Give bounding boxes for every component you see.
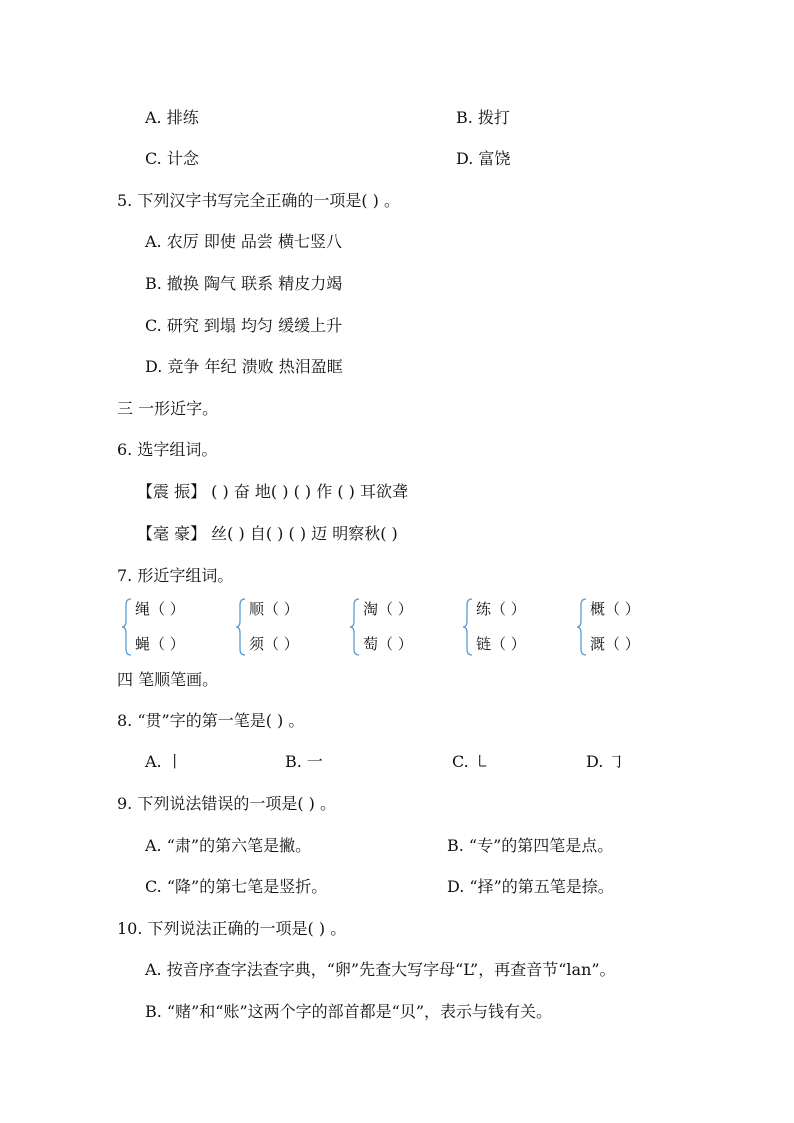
q8-stem: 8. “贯”字的第一笔是( ) 。 [117,711,305,730]
q9-option-b: B. “专”的第四笔是点。 [447,836,614,855]
section-3-heading: 三 一形近字。 [117,399,219,418]
q7-stem: 7. 形近字组词。 [117,566,234,585]
q4-option-b: B. 拨打 [456,108,510,127]
q8-option-a: A. 丨 [145,752,183,771]
q6-stem: 6. 选字组词。 [117,440,218,459]
q10-option-a: A. 按音序查字法查字典，“卵”先查大写字母“L”，再查音节“lan”。 [145,960,616,979]
q7-char-bottom: 链（ ） [476,635,526,653]
q10-stem: 10. 下列说法正确的一项是( ) 。 [117,919,347,938]
q8-option-c: C. ㇄ [452,752,490,771]
brace-icon [349,597,361,657]
q7-char-top: 练（ ） [476,600,526,618]
q5-option-b: B. 撤换 陶气 联系 精皮力竭 [145,274,343,293]
brace-icon [462,597,474,657]
section-4-heading: 四 笔顺笔画。 [117,670,219,689]
q9-option-d: D. “择”的第五笔是捺。 [447,877,614,896]
q8-option-d: D. ㇆ [586,752,625,771]
q9-option-c: C. “降”的第七笔是竖折。 [145,877,328,896]
q7-char-bottom: 溉（ ） [590,635,640,653]
q7-char-top: 概（ ） [590,600,640,618]
q7-char-bottom: 蝇（ ） [135,635,185,653]
q7-char-bottom: 须（ ） [249,635,299,653]
q5-option-d: D. 竞争 年纪 溃败 热泪盈眶 [145,357,343,376]
q6-row-1: 【震 振】 ( ) 奋 地( ) ( ) 作 ( ) 耳欲聋 [137,482,408,501]
brace-icon [121,597,133,657]
brace-icon [235,597,247,657]
q9-option-a: A. “肃”的第六笔是撇。 [145,836,312,855]
q10-option-b: B. “赌”和“账”这两个字的部首都是“贝”，表示与钱有关。 [145,1002,553,1021]
q5-stem: 5. 下列汉字书写完全正确的一项是( ) 。 [117,191,401,210]
q4-option-a: A. 排练 [145,108,199,127]
brace-icon [576,597,588,657]
q9-stem: 9. 下列说法错误的一项是( ) 。 [117,794,337,813]
q6-row-2: 【毫 豪】 丝( ) 自( ) ( ) 迈 明察秋( ) [137,524,398,543]
q8-option-b: B. 一 [285,752,323,771]
q7-char-top: 淘（ ） [363,600,413,618]
q5-option-c: C. 研究 到塌 均匀 缓缓上升 [145,316,343,335]
q5-option-a: A. 农厉 即使 品尝 横七竖八 [145,232,342,251]
q7-char-top: 绳（ ） [135,600,185,618]
q7-char-top: 顺（ ） [249,600,299,618]
q4-option-c: C. 计念 [145,149,199,168]
q7-char-bottom: 萄（ ） [363,635,413,653]
q4-option-d: D. 富饶 [456,149,511,168]
